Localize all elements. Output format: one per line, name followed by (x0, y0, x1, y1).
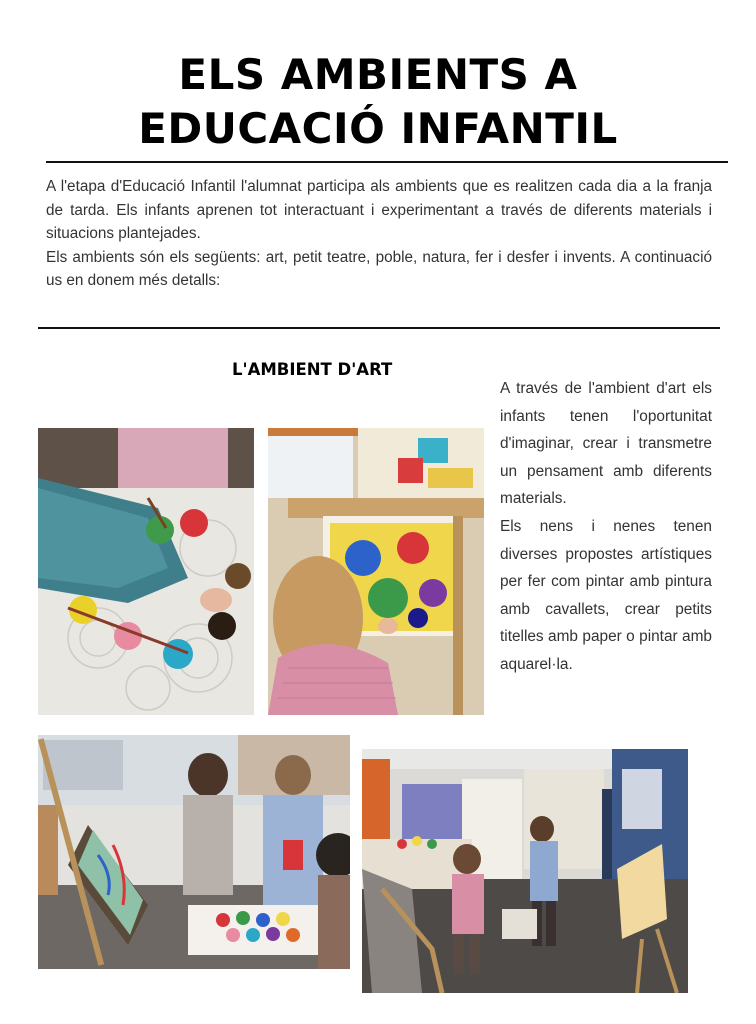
section-paragraph-1: A través de l'ambient d'art els infants tenen l'oportunitat d'imaginar, crear i transmetre un pensament amb diferents materials. (500, 380, 712, 508)
intro-paragraph-2: Els ambients són els següents: art, petit teatre, poble, natura, fer i desfer i invents. A continuació us en donem més detalls: (46, 248, 712, 289)
photo-child-easel (268, 428, 484, 715)
top-divider (46, 161, 728, 163)
title-line-1: ELS AMBIENTS A (178, 50, 578, 99)
section-paragraph-2: Els nens i nenes tenen diverses propostes artístiques per fer com pintar amb pintura amb cavallets, crear petits titelles amb paper o pintar amb aquarel·la. (500, 517, 712, 673)
intro-text (46, 175, 712, 293)
section-title: L'AMBIENT D'ART (232, 360, 393, 379)
page-title (0, 48, 756, 156)
photo-classroom-painting (38, 735, 350, 969)
section-description (500, 375, 712, 679)
title-line-2: EDUCACIÓ INFANTIL (138, 104, 618, 153)
intro-paragraph-1: A l'etapa d'Educació Infantil l'alumnat participa als ambients que es realitzen cada dia a la franja de tarda. Els infants aprenen tot interactuant i experimentant a través de diferents materials i situacions plantejades. (46, 178, 712, 242)
section-divider (38, 327, 720, 329)
photo-classroom-wide (362, 749, 688, 993)
photo-watercolor-jars (38, 428, 254, 715)
